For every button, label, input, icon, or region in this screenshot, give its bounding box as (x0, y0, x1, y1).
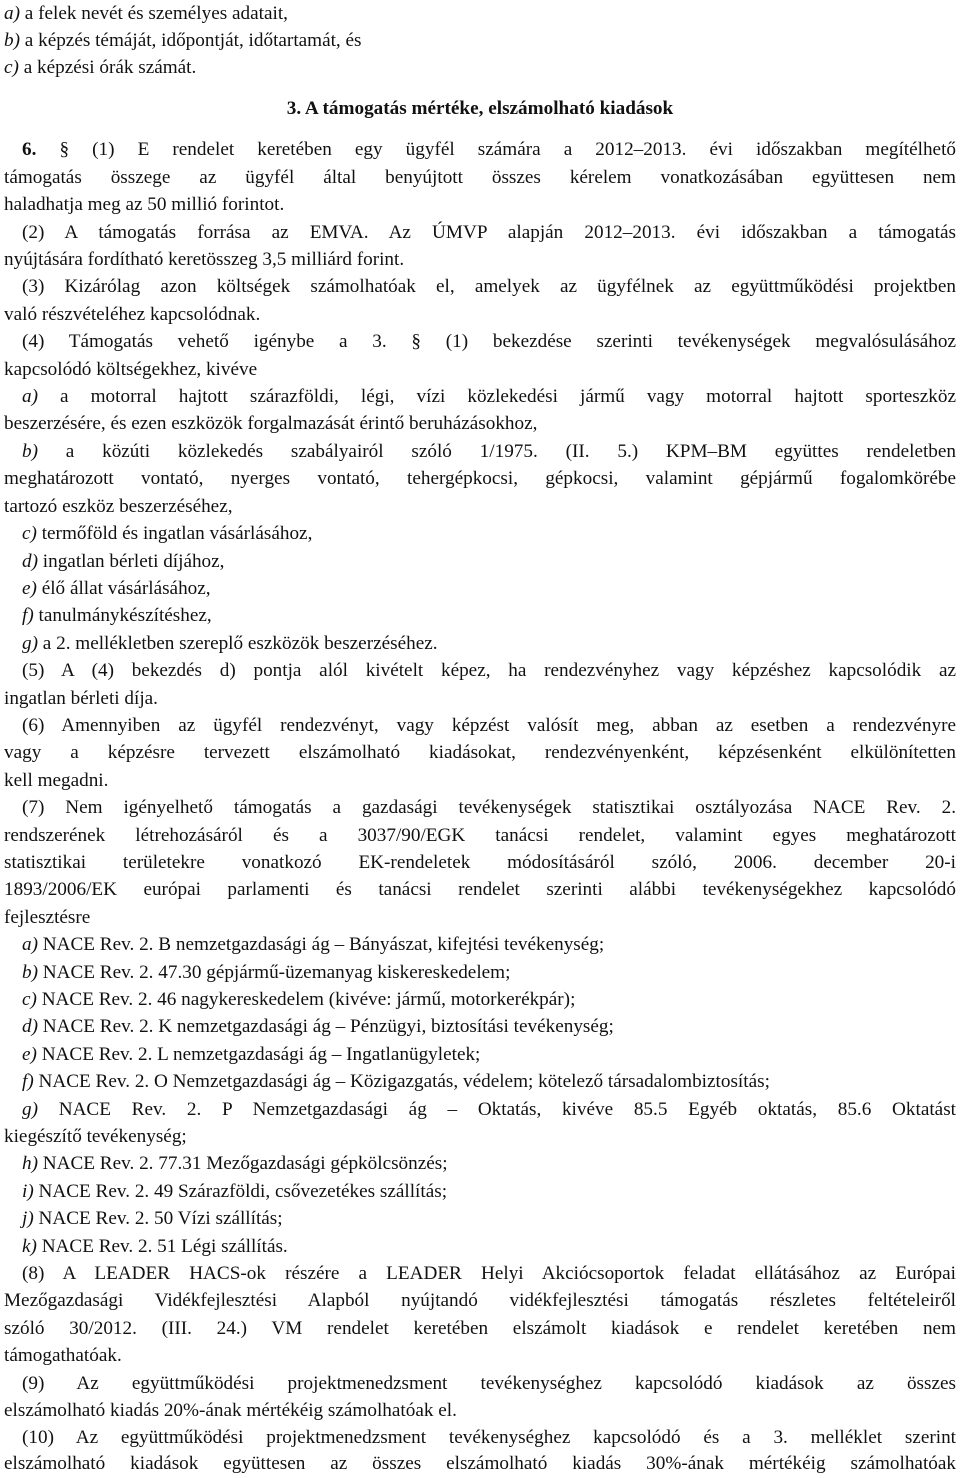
list-item: d) ingatlan bérleti díjához, (22, 551, 225, 572)
paragraph-line: 6. § (1) E rendelet keretében egy ügyfél számára a 2012–2013. évi időszakban megítélhető (22, 139, 956, 160)
paragraph-line: elszámolható kiadások együttesen az összes elszámolható kiadás 30%-ának mértékéig számolhatóak (4, 1453, 956, 1474)
paragraph-line: meghatározott vontató, nyerges vontató, tehergépkocsi, gépkocsi, valamint gépjármű fogalomkörébe (4, 468, 956, 489)
paragraph-line: beszerzésére, és ezen eszközök forgalmazását érintő beruházásokhoz, (4, 413, 538, 434)
list-item: b) NACE Rev. 2. 47.30 gépjármű-üzemanyag kiskereskedelem; (22, 962, 511, 983)
paragraph-line: nyújtására fordítható keretösszeg 3,5 milliárd forint. (4, 249, 405, 270)
list-item: f) NACE Rev. 2. O Nemzetgazdasági ág – Közigazgatás, védelem; kötelező társadalombiztosítás; (22, 1071, 770, 1092)
section-heading: 3. A támogatás mértéke, elszámolható kiadások (286, 98, 674, 119)
list-item-c: c) a képzési órák számát. (4, 57, 197, 78)
list-item: i) NACE Rev. 2. 49 Szárazföldi, csővezetékes szállítás; (22, 1181, 448, 1202)
list-item: h) NACE Rev. 2. 77.31 Mezőgazdasági gépkölcsönzés; (22, 1153, 448, 1174)
list-item: c) NACE Rev. 2. 46 nagykereskedelem (kivéve: jármű, motorkerékpár); (22, 989, 576, 1010)
paragraph-line: kiegészítő tevékenység; (4, 1126, 187, 1147)
paragraph-line: fejlesztésre (4, 907, 91, 928)
list-item: a) a motorral hajtott szárazföldi, légi, vízi közlekedési jármű vagy motorral hajtott sporteszköz (22, 386, 956, 407)
paragraph-line: (3) Kizárólag azon költségek számolhatóak el, amelyek az ügyfélnek az együttműködési projektben (22, 276, 956, 297)
list-item: k) NACE Rev. 2. 51 Légi szállítás. (22, 1236, 288, 1257)
paragraph-line: (10) Az együttműködési projektmenedzsment tevékenységhez kapcsolódó és a 3. melléklet szerint (22, 1427, 956, 1448)
paragraph-line: (9) Az együttműködési projektmenedzsment tevékenységhez kapcsolódó kiadások az összes (22, 1373, 956, 1394)
paragraph-line: vagy a képzésre tervezett elszámolható kiadásokat, rendezvényenként, képzésenként elkülönítetten (4, 742, 956, 763)
paragraph-line: kapcsolódó költségekhez, kivéve (4, 359, 258, 380)
paragraph-line: 1893/2006/EK európai parlamenti és tanácsi rendelet szerinti alábbi tevékenységekhez kapcsolódó (4, 879, 956, 900)
list-item: j) NACE Rev. 2. 50 Vízi szállítás; (22, 1208, 283, 1229)
paragraph-line: kell megadni. (4, 770, 109, 791)
paragraph-line: (5) A (4) bekezdés d) pontja alól kivételt képez, ha rendezvényhez vagy képzéshez kapcsolódik az (22, 660, 956, 681)
paragraph-line: Mezőgazdasági Vidékfejlesztési Alapból nyújtandó vidékfejlesztési támogatás részletes feltételeiről (4, 1290, 956, 1311)
paragraph-line: (4) Támogatás vehető igénybe a 3. § (1) bekezdése szerinti tevékenységek megvalósulásához (22, 331, 956, 352)
paragraph-line: (8) A LEADER HACS-ok részére a LEADER Helyi Akciócsoportok feladat ellátásához az Európai (22, 1263, 956, 1284)
list-item: d) NACE Rev. 2. K nemzetgazdasági ág – Pénzügyi, biztosítási tevékenység; (22, 1016, 614, 1037)
paragraph-line: támogatás összege az ügyfél által benyújtott összes kérelem vonatkozásában együttesen nem (4, 167, 956, 188)
list-item: c) termőföld és ingatlan vásárlásához, (22, 523, 313, 544)
list-item: b) a közúti közlekedés szabályairól szóló 1/1975. (II. 5.) KPM–BM együttes rendeletben (22, 441, 956, 462)
list-item: a) NACE Rev. 2. B nemzetgazdasági ág – Bányászat, kifejtési tevékenység; (22, 934, 605, 955)
paragraph-line: támogathatóak. (4, 1345, 122, 1366)
paragraph-line: (7) Nem igényelhető támogatás a gazdasági tevékenységek statisztikai osztályozása NACE Rev. 2. (22, 797, 956, 818)
paragraph-line: ingatlan bérleti díja. (4, 688, 158, 709)
paragraph-line: statisztikai területekre vonatkozó EK-rendeletek módosításáról szóló, 2006. december 20-i (4, 852, 956, 873)
list-item: g) a 2. mellékletben szereplő eszközök beszerzéséhez. (22, 633, 438, 654)
paragraph-line: rendszerének létrehozásáról és a 3037/90/EGK tanácsi rendelet, valamint egyes meghatározott (4, 825, 956, 846)
paragraph-line: elszámolható kiadás 20%-ának mértékéig számolhatóak el. (4, 1400, 457, 1421)
paragraph-line: (6) Amennyiben az ügyfél rendezvényt, vagy képzést valósít meg, abban az esetben a rendezvényre (22, 715, 956, 736)
paragraph-line: (2) A támogatás forrása az EMVA. Az ÚMVP alapján 2012–2013. évi időszakban a támogatás (22, 222, 956, 243)
list-item-b: b) a képzés témáját, időpontját, időtartamát, és (4, 30, 362, 51)
paragraph-line: haladhatja meg az 50 millió forintot. (4, 194, 285, 215)
list-item: e) élő állat vásárlásához, (22, 578, 211, 599)
paragraph-line: tartozó eszköz beszerzéséhez, (4, 496, 233, 517)
list-item-a: a) a felek nevét és személyes adatait, (4, 3, 288, 24)
list-item: f) tanulmánykészítéshez, (22, 605, 212, 626)
paragraph-line: való részvételéhez kapcsolódnak. (4, 304, 261, 325)
paragraph-line: szóló 30/2012. (III. 24.) VM rendelet keretében elszámolt kiadások e rendelet keretében nem (4, 1318, 956, 1339)
list-item: e) NACE Rev. 2. L nemzetgazdasági ág – Ingatlanügyletek; (22, 1044, 481, 1065)
list-item: g) NACE Rev. 2. P Nemzetgazdasági ág – Oktatás, kivéve 85.5 Egyéb oktatás, 85.6 Oktatást (22, 1099, 956, 1120)
